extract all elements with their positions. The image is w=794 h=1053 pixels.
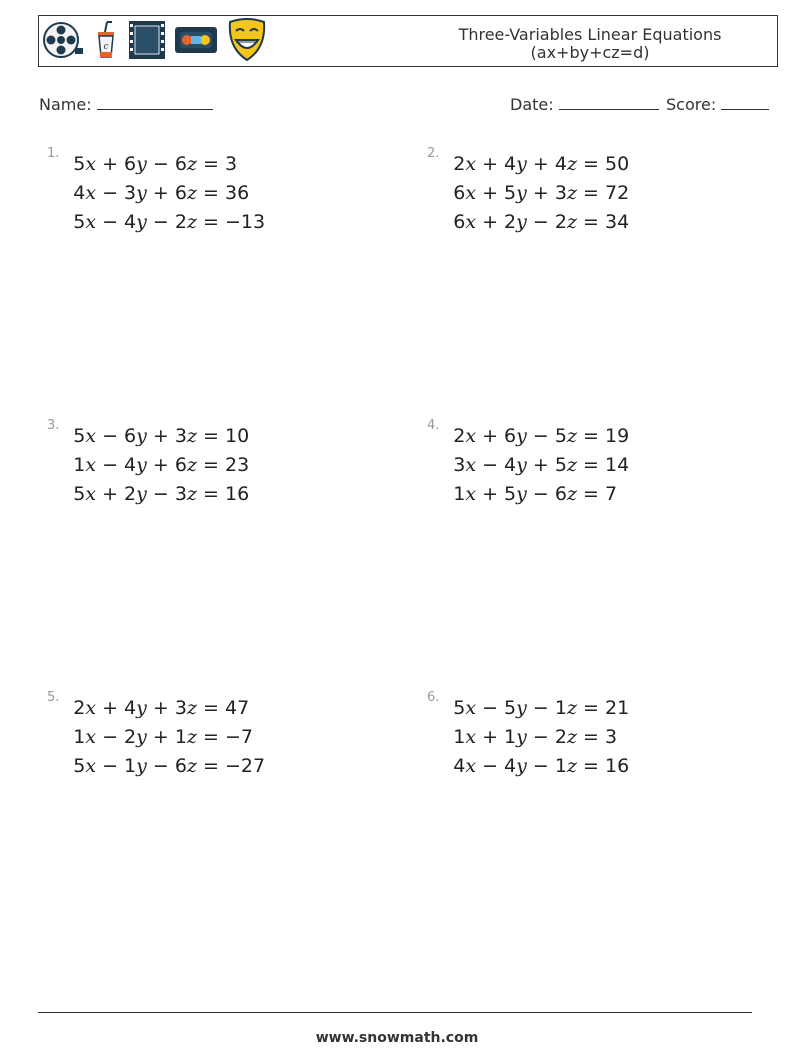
equation-system bbox=[447, 694, 629, 781]
equation: 6x + 5y + 3z = 72 bbox=[453, 182, 630, 204]
equation: 1x + 5y − 6z = 7 bbox=[453, 483, 618, 505]
date-field bbox=[510, 93, 659, 114]
equation: 3x − 4y + 5z = 14 bbox=[453, 454, 630, 476]
score-blank[interactable] bbox=[721, 93, 769, 110]
name-field bbox=[39, 93, 213, 114]
film-reel-icon bbox=[42, 20, 84, 64]
equation: 4x − 3y + 6z = 36 bbox=[73, 182, 250, 204]
equation: 1x + 1y − 2z = 3 bbox=[453, 726, 618, 748]
problem-number: 3. bbox=[47, 418, 60, 433]
problem-number: 2. bbox=[427, 146, 440, 161]
equation: 1x − 2y + 1z = −7 bbox=[73, 726, 254, 748]
soda-cup-icon bbox=[92, 20, 120, 64]
problem-number: 6. bbox=[427, 690, 440, 705]
equation: 6x + 2y − 2z = 34 bbox=[453, 211, 630, 233]
comedy-mask-icon bbox=[226, 18, 268, 66]
name-label: Name: bbox=[39, 95, 92, 114]
worksheet-subtitle: (ax+by+cz=d) bbox=[530, 43, 650, 62]
footer-divider bbox=[38, 1012, 752, 1013]
date-blank[interactable] bbox=[559, 93, 659, 110]
equation: 2x + 4y + 3z = 47 bbox=[73, 697, 250, 719]
equation-system bbox=[67, 422, 249, 509]
equation: 5x + 6y − 6z = 3 bbox=[73, 153, 238, 175]
problem-number: 5. bbox=[47, 690, 60, 705]
svg-text:c: c bbox=[103, 42, 109, 52]
equation: 5x − 5y − 1z = 21 bbox=[453, 697, 630, 719]
equation: 5x − 6y + 3z = 10 bbox=[73, 425, 250, 447]
equation: 2x + 6y − 5z = 19 bbox=[453, 425, 630, 447]
equation: 5x + 2y − 3z = 16 bbox=[73, 483, 250, 505]
equation-system bbox=[447, 150, 629, 237]
equation-system bbox=[447, 422, 629, 509]
equation-system bbox=[67, 694, 265, 781]
equation: 5x − 4y − 2z = −13 bbox=[73, 211, 266, 233]
header-icons bbox=[42, 20, 276, 64]
equation: 1x − 4y + 6z = 23 bbox=[73, 454, 250, 476]
equation: 4x − 4y − 1z = 16 bbox=[453, 755, 630, 777]
problem-number: 1. bbox=[47, 146, 60, 161]
footer-website[interactable]: www.snowmath.com bbox=[315, 1030, 479, 1046]
score-label: Score: bbox=[666, 95, 717, 114]
problem-number: 4. bbox=[427, 418, 440, 433]
worksheet-header bbox=[38, 15, 778, 67]
date-label: Date: bbox=[510, 95, 554, 114]
name-blank[interactable] bbox=[97, 93, 213, 110]
score-field bbox=[666, 93, 769, 114]
film-frame-icon bbox=[128, 20, 166, 64]
equation: 5x − 1y − 6z = −27 bbox=[73, 755, 266, 777]
worksheet-title-block bbox=[399, 26, 781, 62]
vhs-tape-icon bbox=[174, 20, 218, 64]
equation: 2x + 4y + 4z = 50 bbox=[453, 153, 630, 175]
worksheet-title: Three-Variables Linear Equations bbox=[458, 25, 722, 44]
equation-system bbox=[67, 150, 265, 237]
